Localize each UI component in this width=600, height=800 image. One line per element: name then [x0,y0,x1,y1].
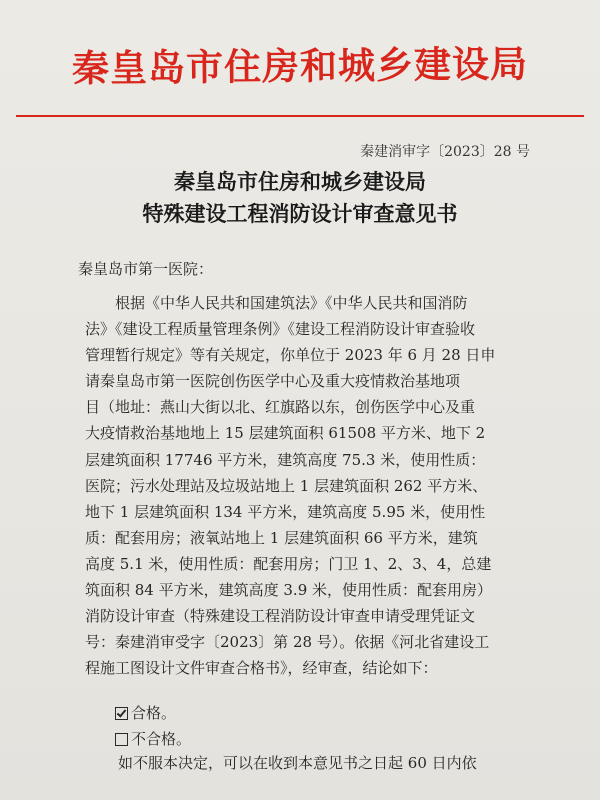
body-line: 法》《建设工程质量管理条例》《建设工程消防设计审查验收 [85,320,476,339]
checkbox-checked-icon [115,707,128,720]
body-line: 医院；污水处理站及垃圾站地上 1 层建筑面积 262 平方米、 [85,476,488,495]
check-pass [115,700,191,726]
body-line: 目（地址：燕山大街以北、红旗路以东，创伤医学中心及重 [85,398,476,417]
body-line: 程施工图设计文件审查合格书》，经审查，结论如下： [85,659,438,678]
conclusion-checklist [115,700,191,752]
body-line: 层建筑面积 17746 平方米，建筑高度 75.3 米，使用性质： [85,450,486,469]
document-number: 秦建消审字〔2023〕28 号 [360,144,530,160]
letterhead-title: 秦皇岛市住房和城乡建设局 [71,42,529,91]
document-title-line-2: 特殊建设工程消防设计审查意见书 [142,202,458,226]
body-line: 号：秦建消审受字〔2023〕第 28 号）。依据《河北省建设工 [85,633,490,652]
body-line: 地下 1 层建筑面积 134 平方米，建筑高度 5.95 米，使用性 [85,502,486,521]
check-fail-label: 不合格。 [131,730,192,748]
body-line: 筑面积 84 平方米，建筑高度 3.9 米，使用性质：配套用房） [85,581,493,600]
body-line: 根据《中华人民共和国建筑法》《中华人民共和国消防 [115,294,468,312]
letterhead-red-rule [16,115,584,117]
appeal-notice-line: 如不服本决定，可以在收到本意见书之日起 60 日内依 [118,754,477,772]
body-line: 消防设计审查（特殊建设工程消防设计审查申请受理凭证文 [85,607,476,626]
document-title-line-1: 秦皇岛市住房和城乡建设局 [174,170,426,194]
check-pass-label: 合格。 [131,704,177,722]
body-text [85,290,525,681]
body-line: 管理暂行规定》等有关规定，你单位于 2023 年 6 月 28 日申 [85,346,496,365]
check-fail [115,726,191,752]
body-line: 请秦皇岛市第一医院创伤医学中心及重大疫情救治基地项 [85,372,461,391]
checkbox-empty-icon [115,733,128,746]
addressee: 秦皇岛市第一医院： [78,260,214,278]
body-line: 高度 5.1 米，使用性质：配套用房；门卫 1、2、3、4，总建 [85,554,492,573]
body-line: 大疫情救治基地地上 15 层建筑面积 61508 平方米、地下 2 [85,424,486,443]
body-line: 质：配套用房；液氧站地上 1 层建筑面积 66 平方米，建筑 [85,528,478,547]
